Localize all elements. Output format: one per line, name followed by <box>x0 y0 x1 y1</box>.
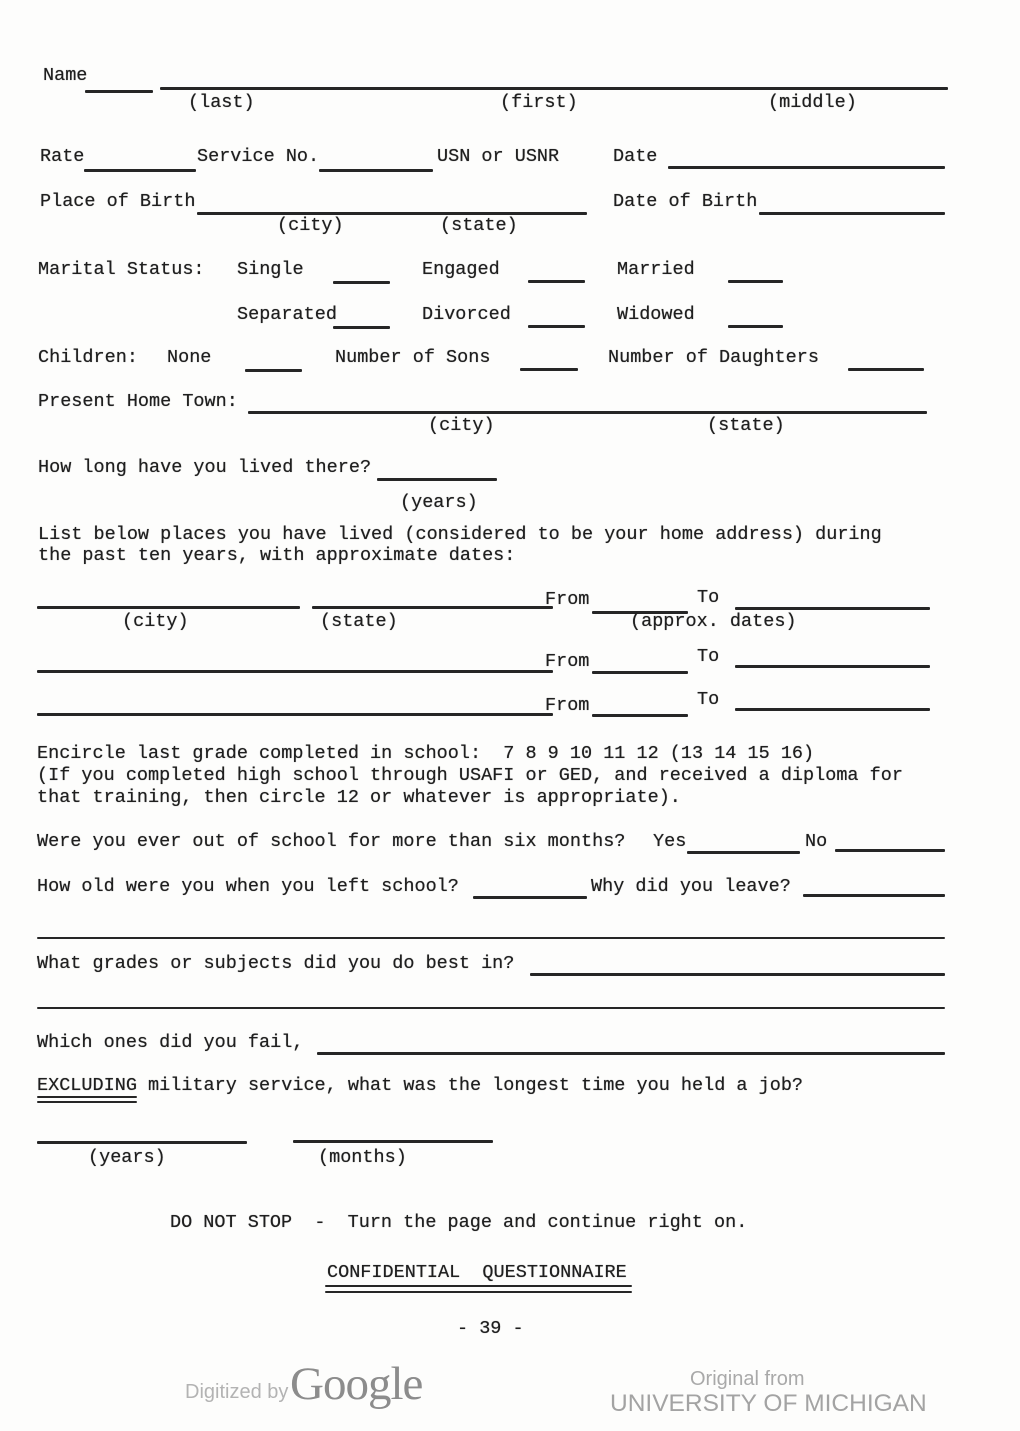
date-line <box>668 166 945 169</box>
married-label: Married <box>617 259 695 280</box>
name-line-segment <box>85 90 153 93</box>
separated-line <box>333 326 390 329</box>
university-text: UNIVERSITY OF MICHIGAN <box>610 1390 927 1417</box>
lived-there-line <box>377 478 497 481</box>
daughters-label: Number of Daughters <box>608 347 819 368</box>
birth-state-caption: (state) <box>440 215 518 236</box>
name-line <box>160 87 948 90</box>
confidential-title: CONFIDENTIAL QUESTIONNAIRE <box>327 1262 627 1283</box>
place-of-birth-label: Place of Birth <box>40 191 196 212</box>
daughters-line <box>848 368 924 371</box>
years-caption: (years) <box>400 492 478 513</box>
no-label: No <box>805 831 828 852</box>
why-leave-question: Why did you leave? <box>591 876 791 897</box>
address-city-caption: (city) <box>122 611 189 632</box>
lived-there-question: How long have you lived there? <box>38 457 372 478</box>
birth-city-caption: (city) <box>277 215 344 236</box>
date-label: Date <box>613 146 658 167</box>
widowed-label: Widowed <box>617 304 695 325</box>
usafi-note-line2: that training, then circle 12 or whatever is appropriate). <box>37 787 681 808</box>
divorced-line <box>528 325 585 328</box>
no-line <box>835 849 945 852</box>
address-row2-line <box>37 670 553 673</box>
places-intro-line1: List below places you have lived (considered to be your home address) during <box>38 524 882 545</box>
grades-best-line <box>530 973 945 976</box>
excluding-underline-2 <box>37 1101 137 1103</box>
page-number: - 39 - <box>457 1318 524 1339</box>
middle-caption: (middle) <box>768 92 857 113</box>
engaged-label: Engaged <box>422 259 500 280</box>
widowed-line <box>728 325 783 328</box>
encircle-grade-text: Encircle last grade completed in school: 7 8 9 10 11 12 (13 14 15 16) <box>37 743 815 764</box>
children-label: Children: <box>38 347 138 368</box>
address-row1-to-label: To <box>697 587 720 608</box>
date-of-birth-label: Date of Birth <box>613 191 758 212</box>
last-caption: (last) <box>188 92 255 113</box>
job-years-caption: (years) <box>88 1147 166 1168</box>
google-logo: Google <box>290 1358 423 1410</box>
home-town-state-caption: (state) <box>707 415 785 436</box>
address-row2-to-line <box>735 665 930 668</box>
single-line <box>333 281 390 284</box>
address-row1-city-line <box>37 606 300 609</box>
job-question-rest: military service, what was the longest time you held a job? <box>136 1075 804 1096</box>
usn-usnr-label: USN or USNR <box>437 146 560 167</box>
why-line <box>803 894 945 897</box>
divider-line-1 <box>37 937 945 939</box>
sons-line <box>520 368 578 371</box>
date-of-birth-line <box>759 212 945 215</box>
divider-line-2 <box>37 1007 945 1009</box>
do-not-stop-text: DO NOT STOP - Turn the page and continue right on. <box>170 1212 748 1233</box>
name-label: Name <box>43 65 88 86</box>
none-line <box>245 369 302 372</box>
grades-best-question: What grades or subjects did you do best in? <box>37 953 515 974</box>
place-of-birth-line <box>197 212 587 215</box>
fail-question: Which ones did you fail, <box>37 1032 304 1053</box>
home-town-line <box>248 411 927 414</box>
usafi-note-line1: (If you completed high school through USAFI or GED, and received a diploma for <box>37 765 903 786</box>
none-label: None <box>167 347 212 368</box>
service-no-label: Service No. <box>197 146 320 167</box>
home-town-city-caption: (city) <box>428 415 495 436</box>
address-row1-from-label: From <box>545 589 590 610</box>
age-line <box>473 896 587 899</box>
rate-label: Rate <box>40 146 85 167</box>
sons-label: Number of Sons <box>335 347 491 368</box>
job-months-line <box>293 1140 493 1143</box>
address-row1-state-line <box>312 606 553 609</box>
home-town-label: Present Home Town: <box>38 391 238 412</box>
address-row1-to-line <box>735 607 930 610</box>
address-row3-to-label: To <box>697 689 720 710</box>
marital-status-label: Marital Status: <box>38 259 205 280</box>
fail-line <box>317 1052 945 1055</box>
job-question <box>37 1075 803 1097</box>
yes-label: Yes <box>653 831 687 852</box>
address-state-caption: (state) <box>320 611 398 632</box>
address-row2-to-label: To <box>697 646 720 667</box>
out-of-school-question: Were you ever out of school for more than six months? <box>37 831 626 852</box>
yes-line <box>687 851 800 854</box>
excluding-underline-1 <box>37 1096 137 1098</box>
address-row2-from-line <box>592 671 688 674</box>
address-row3-line <box>37 713 553 716</box>
excluding-word: EXCLUDING <box>37 1075 137 1096</box>
age-left-school-question: How old were you when you left school? <box>37 876 459 897</box>
places-intro-line2: the past ten years, with approximate dates: <box>38 545 516 566</box>
rate-line <box>84 169 196 172</box>
address-row3-from-label: From <box>545 695 590 716</box>
service-no-line <box>319 169 433 172</box>
job-years-line <box>37 1141 247 1144</box>
address-row3-from-line <box>592 714 688 717</box>
first-caption: (first) <box>500 92 578 113</box>
digitized-by-text: Digitized by <box>185 1381 289 1403</box>
address-row2-from-label: From <box>545 651 590 672</box>
divorced-label: Divorced <box>422 304 511 325</box>
engaged-line <box>528 280 585 283</box>
original-from-text: Original from <box>690 1368 805 1390</box>
confidential-underline-1 <box>325 1285 632 1287</box>
confidential-underline-2 <box>325 1291 632 1293</box>
single-label: Single <box>237 259 304 280</box>
separated-label: Separated <box>237 304 337 325</box>
address-row3-to-line <box>735 708 930 711</box>
approx-dates-caption: (approx. dates) <box>630 611 797 632</box>
married-line <box>728 280 783 283</box>
job-months-caption: (months) <box>318 1147 407 1168</box>
